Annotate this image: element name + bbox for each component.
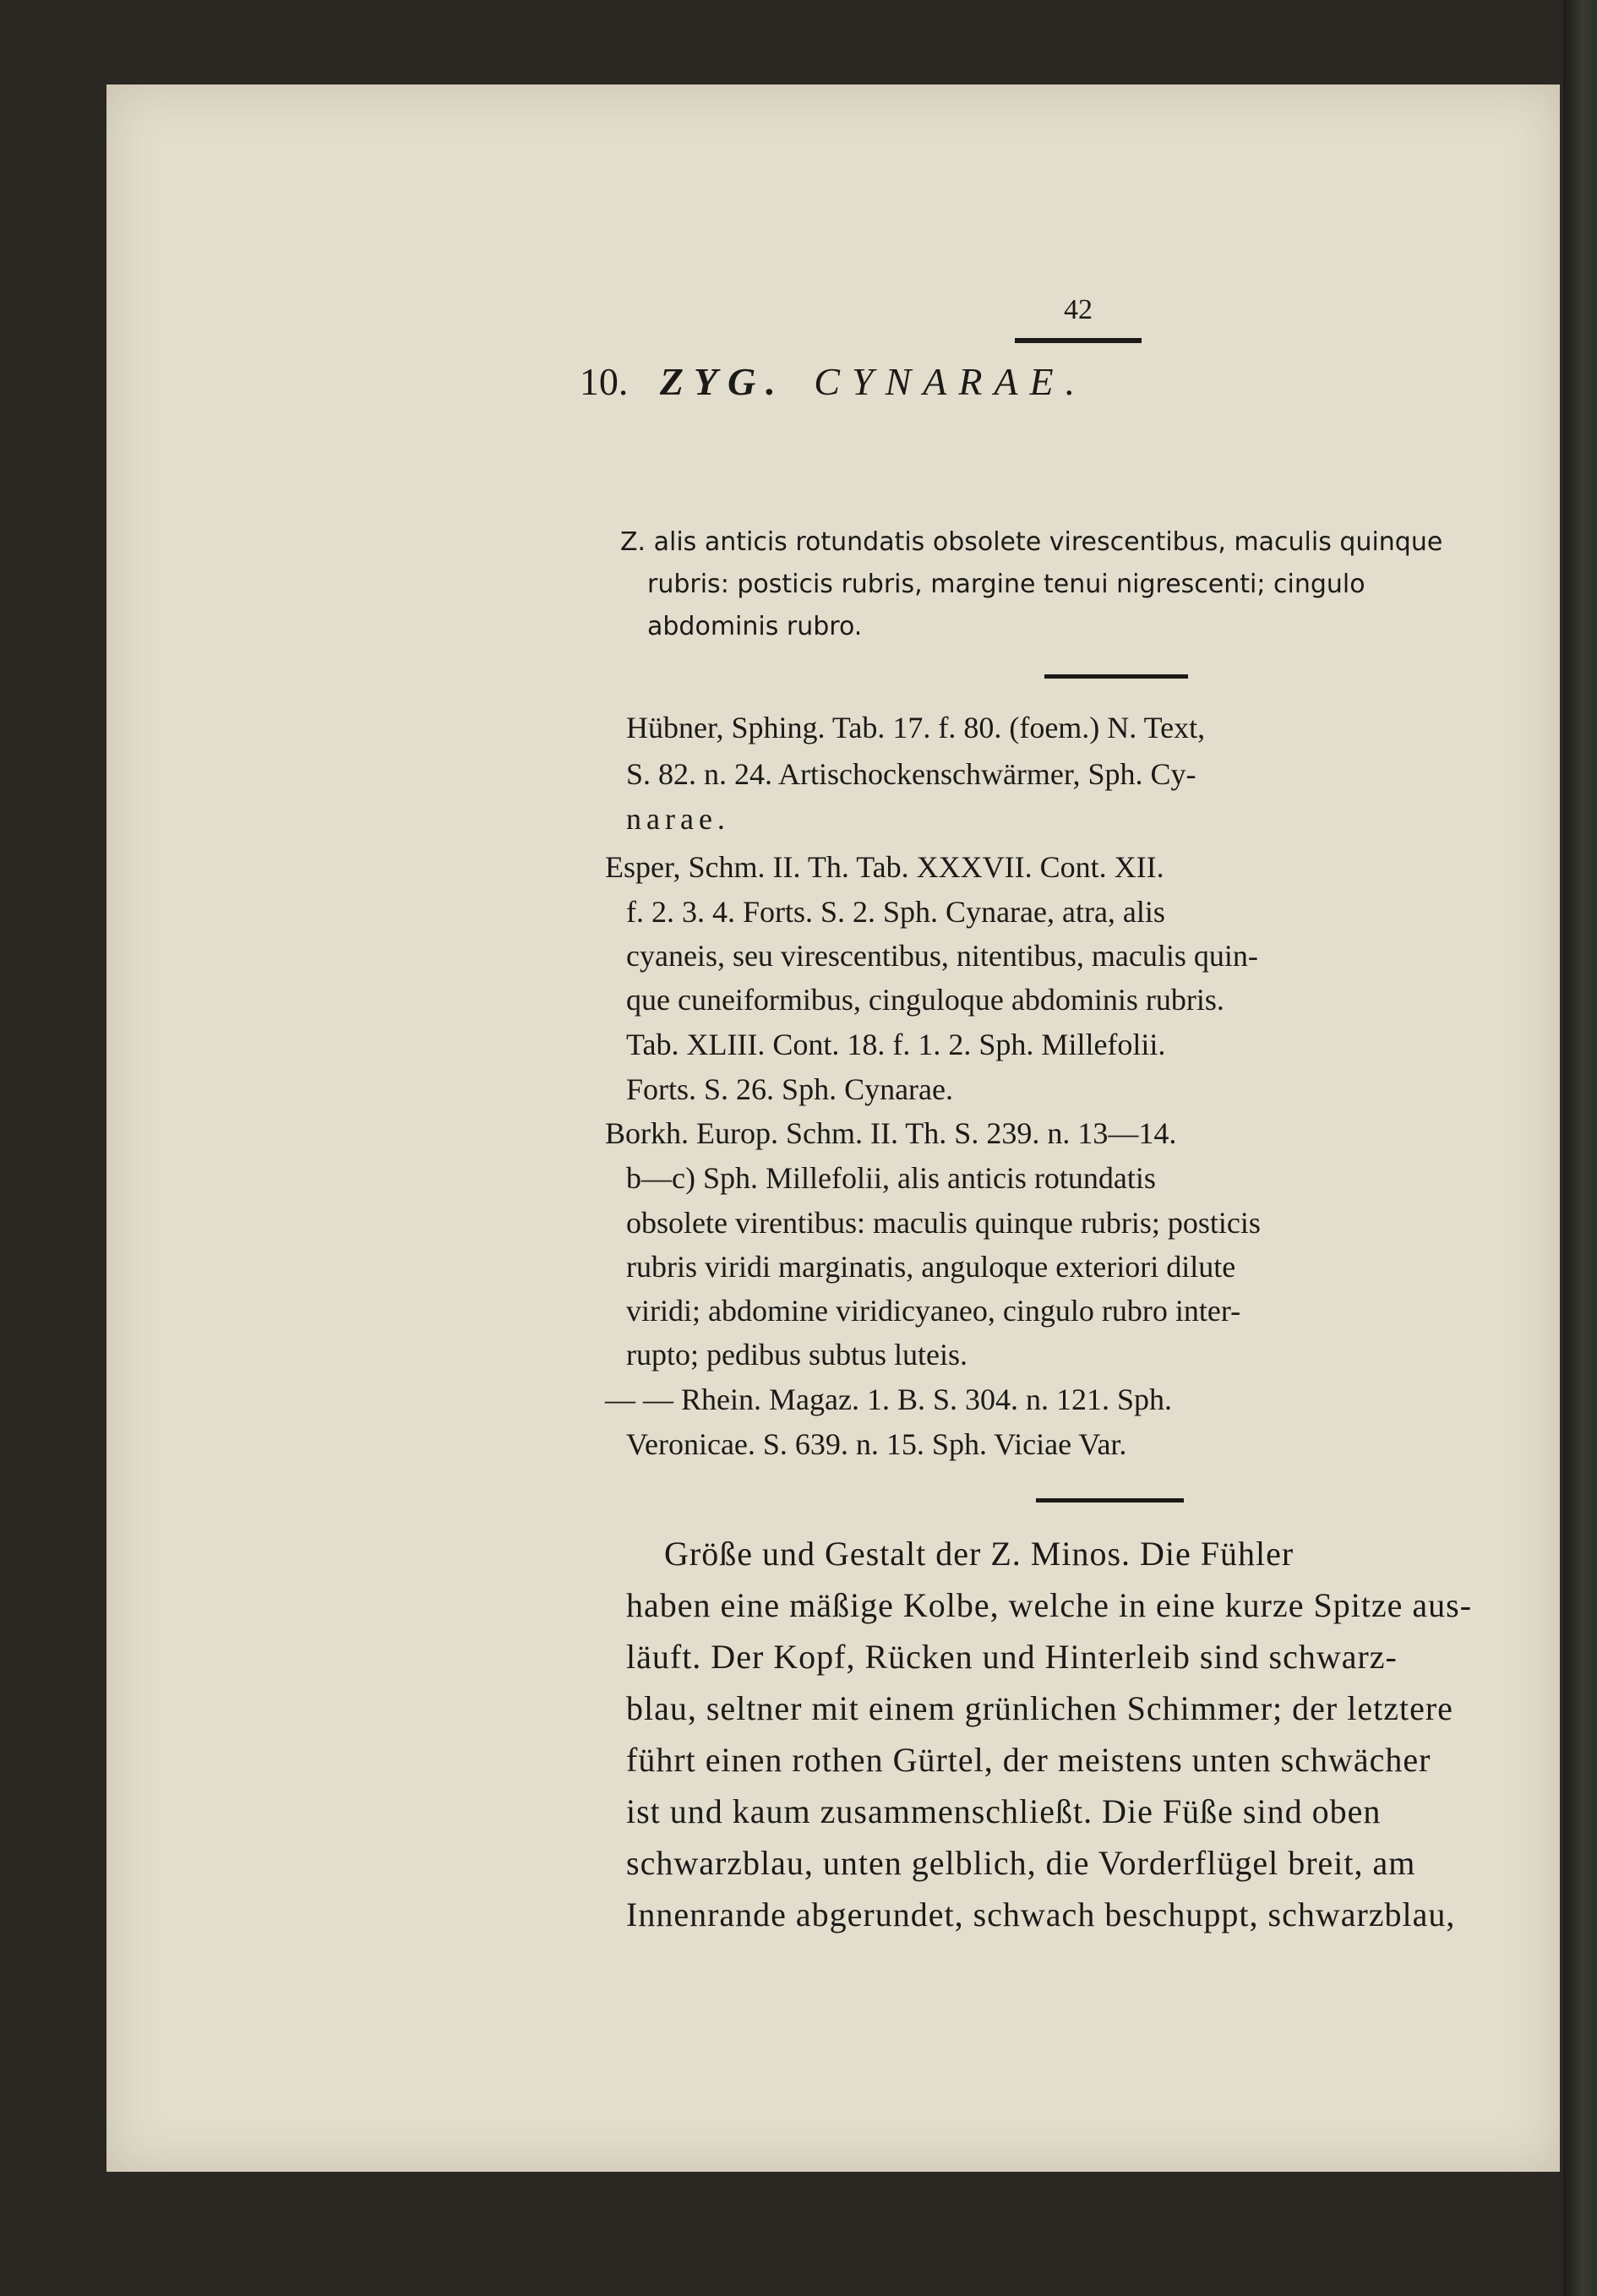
synonymy-line: obsolete virentibus: maculis quinque rubris; posticis [626, 1206, 1261, 1240]
synonymy-line: rupto; pedibus subtus luteis. [626, 1338, 967, 1372]
synonymy-line: Borkh. Europ. Schm. II. Th. S. 239. n. 13—14. [605, 1116, 1177, 1150]
species-number: 10. [579, 360, 629, 403]
genus-name: ZYG. [659, 360, 786, 403]
synonymy-line: narae. [626, 802, 730, 836]
prose-line: führt einen rothen Gürtel, der meistens unten schwächer [626, 1741, 1431, 1779]
prose-line: blau, seltner mit einem grünlichen Schimmer; der letztere [626, 1689, 1453, 1727]
diagnosis-line: abdominis rubro. [647, 612, 863, 641]
synonymy-line: Veronicae. S. 639. n. 15. Sph. Viciae Var. [626, 1427, 1127, 1461]
prose-line: ist und kaum zusammenschließt. Die Füße sind oben [626, 1792, 1382, 1830]
prose-line: haben eine mäßige Kolbe, welche in eine kurze Spitze aus- [626, 1586, 1473, 1624]
page-number: 42 [1064, 294, 1093, 325]
synonymy-line: que cuneiformibus, cinguloque abdominis rubris. [626, 983, 1224, 1017]
book-page [106, 85, 1560, 2172]
section-divider [1044, 674, 1188, 679]
species-name: CYNARAE. [814, 360, 1087, 403]
prose-line: Größe und Gestalt der Z. Minos. Die Fühler [664, 1535, 1294, 1573]
synonymy-line: f. 2. 3. 4. Forts. S. 2. Sph. Cynarae, atra, alis [626, 895, 1165, 929]
book-spine-edge [1563, 0, 1597, 2296]
synonymy-line: b—c) Sph. Millefolii, alis anticis rotundatis [626, 1161, 1156, 1195]
prose-line: läuft. Der Kopf, Rücken und Hinterleib sind schwarz- [626, 1638, 1398, 1676]
synonymy-line: S. 82. n. 24. Artischockenschwärmer, Sph. Cy- [626, 757, 1196, 791]
synonymy-line: Tab. XLIII. Cont. 18. f. 1. 2. Sph. Millefolii. [626, 1028, 1166, 1061]
synonymy-line: cyaneis, seu virescentibus, nitentibus, maculis quin- [626, 939, 1258, 973]
latin-diagnosis [620, 521, 1543, 648]
synonymy-line: Hübner, Sphing. Tab. 17. f. 80. (foem.) N. Text, [626, 711, 1206, 744]
synonymy-line: Esper, Schm. II. Th. Tab. XXXVII. Cont. XII. [605, 850, 1164, 884]
synonymy-line: Forts. S. 26. Sph. Cynarae. [626, 1072, 953, 1106]
prose-line: Innenrande abgerundet, schwach beschuppt, schwarzblau, [626, 1895, 1456, 1933]
diagnosis-line: Z. alis anticis rotundatis obsolete virescentibus, maculis quinque [620, 527, 1443, 557]
prose-line: schwarzblau, unten gelblich, die Vorderflügel breit, am [626, 1844, 1416, 1882]
species-heading [106, 359, 1560, 404]
synonymy-line: rubris viridi marginatis, anguloque exteriori dilute [626, 1250, 1236, 1284]
page-number-rule [1015, 338, 1142, 343]
synonymy-line: viridi; abdomine viridicyaneo, cingulo rubro inter- [626, 1294, 1241, 1328]
synonymy-line: — — Rhein. Magaz. 1. B. S. 304. n. 121. Sph. [605, 1383, 1172, 1416]
diagnosis-line: rubris: posticis rubris, margine tenui nigrescenti; cingulo [647, 570, 1365, 599]
section-divider [1036, 1498, 1184, 1502]
